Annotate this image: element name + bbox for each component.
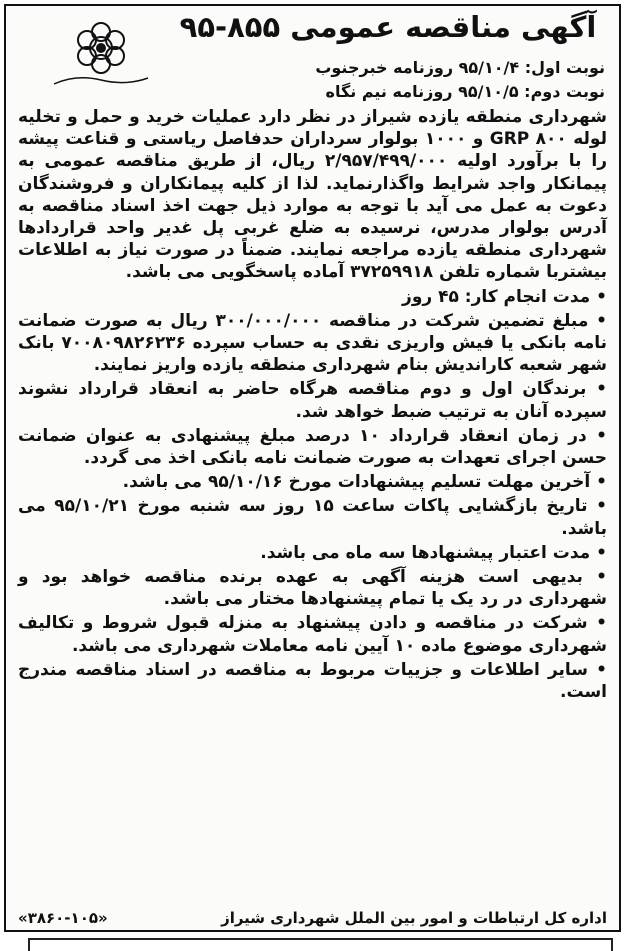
bullet-performance-bond: • در زمان انعقاد قرارداد ۱۰ درصد مبلغ پیشنهادی به عنوان ضمانت حسن اجرای تعهدات به صورت ضمانت نامه بانکی اخذ می گردد. [18,425,607,469]
shiraz-municipality-logo-icon [36,18,166,90]
footer [18,909,607,927]
next-ad-border [28,938,613,951]
bullet-duration: • مدت انجام کار: ۴۵ روز [18,286,607,308]
bullet-deadline: • آخرین مهلت تسلیم پیشنهادات مورخ ۹۵/۱۰/۱۶ می باشد. [18,471,607,493]
ad-title: آگهی مناقصه عمومی ۸۵۵-۹۵ [179,10,597,44]
footer-organization: اداره کل ارتباطات و امور بین الملل شهرداری شیراز [221,909,607,927]
header [6,6,619,101]
bullet-ad-cost: • بدیهی است هزینه آگهی به عهده برنده مناقصه خواهد بود و شهرداری در رد یک یا تمام پیشنهادها مختار می باشد. [18,566,607,610]
bullet-other-info: • سایر اطلاعات و جزییات مربوط به مناقصه در اسناد مناقصه مندرج است. [18,659,607,703]
intro-paragraph: شهرداری منطقه یازده شیراز در نظر دارد عملیات خرید و حمل و تخلیه لوله GRP ۸۰۰ و ۱۰۰۰ بولوار سرداران حدفاصل ریاستی و قناعت پیشه را با برآورد اولیه ۲/۹۵۷/۴۹۹/۰۰۰ ریال، از طریق مناقصه عمومی به پیمانکار واجد شرایط واگذارنماید. لذا از کلیه پیمانکاران و فروشندگان دعوت به عمل می آید با توجه به موارد ذیل جهت اخذ اسناد مناقصه به آدرس بولوار مدرس، نرسیده به ضلع غربی پل غدیر واحد قراردادها شهرداری منطقه یازده مراجعه نمایند. ضمناً در صورت نیاز به اطلاعات بیشتربا شماره تلفن ۳۷۲۵۹۹۱۸ آماده پاسخگویی می باشد. [18,107,607,283]
footer-code: «۳۸۶۰-۱۰۵» [18,909,108,927]
bullet-forfeit: • برندگان اول و دوم مناقصه هرگاه حاضر به انعقاد قرارداد نشوند سپرده آنان به ترتیب ضبط خواهد شد. [18,378,607,422]
ad-body [18,106,607,705]
bullet-acceptance: • شرکت در مناقصه و دادن پیشنهاد به منزله قبول شروط و تکالیف شهرداری موضوع ماده ۱۰ آیین نامه معاملات شهرداری می باشد. [18,612,607,656]
advertisement-frame [4,4,621,932]
second-issue-line: نوبت دوم: ۹۵/۱۰/۵ روزنامه نیم نگاه [325,82,605,101]
bullet-opening-date: • تاریخ بازگشایی پاکات ساعت ۱۵ روز سه شنبه مورخ ۹۵/۱۰/۲۱ می باشد. [18,495,607,539]
first-issue-line: نوبت اول: ۹۵/۱۰/۴ روزنامه خبرجنوب [315,58,605,77]
bullet-guarantee: • مبلغ تضمین شرکت در مناقصه ۳۰۰/۰۰۰/۰۰۰ ریال به صورت ضمانت نامه بانکی یا فیش واریزی نقدی به حساب سپرده ۷۰۰۸۰۹۸۲۶۲۳۶ بانک شهر شعبه کارانديش بنام شهرداری منطقه یازده واریز نمایند. [18,310,607,377]
bullet-validity: • مدت اعتبار پیشنهادها سه ماه می باشد. [18,542,607,564]
